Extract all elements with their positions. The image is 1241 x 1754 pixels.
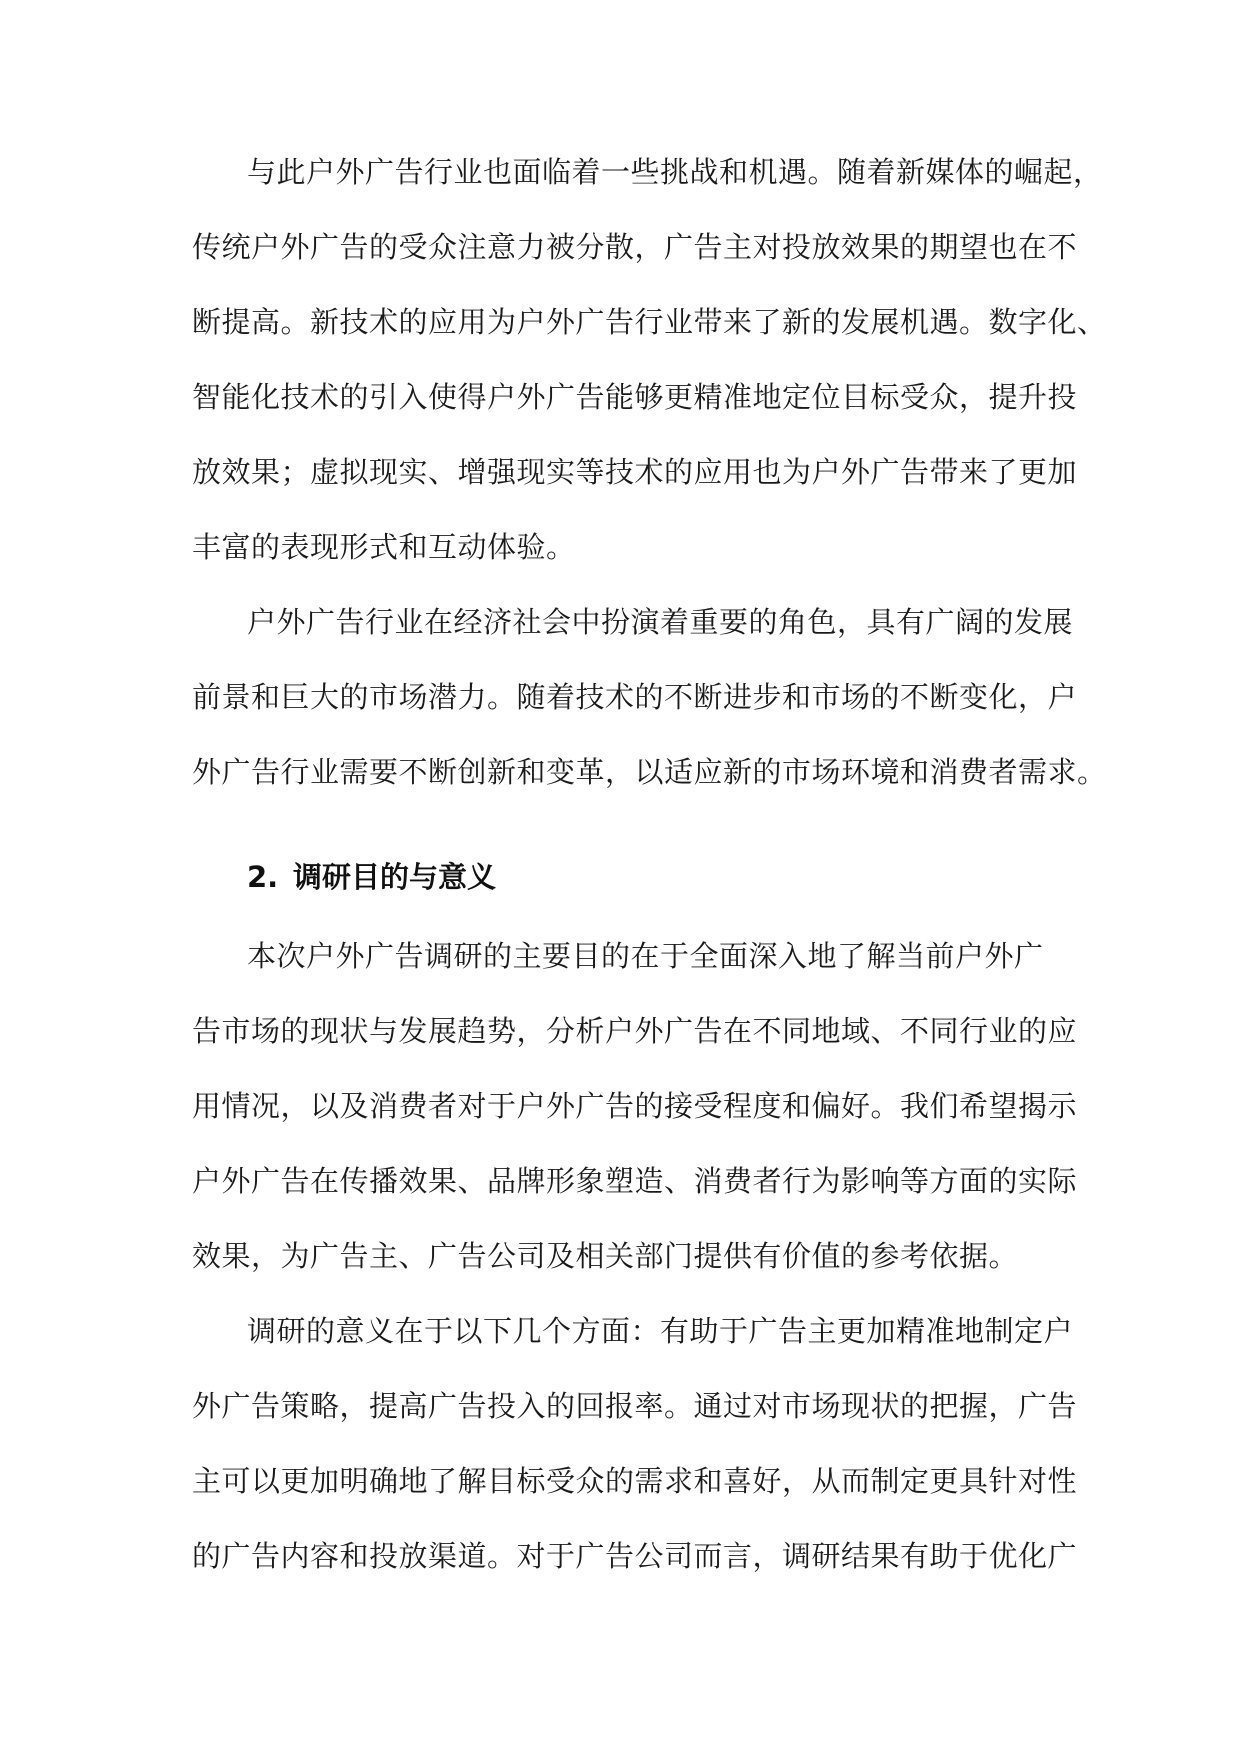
paragraph-line: 的广告内容和投放渠道。对于广告公司而言，调研结果有助于优化广 — [192, 1539, 1078, 1573]
paragraph-line: 智能化技术的引入使得户外广告能够更精准地定位目标受众，提升投 — [192, 380, 1078, 414]
paragraph-line: 前景和巨大的市场潜力。随着技术的不断进步和市场的不断变化，户 — [192, 680, 1078, 714]
paragraph-line: 用情况，以及消费者对于户外广告的接受程度和偏好。我们希望揭示 — [192, 1089, 1078, 1123]
paragraph-line: 断提高。新技术的应用为户外广告行业带来了新的发展机遇。数字化、 — [192, 305, 1107, 339]
paragraph-line: 调研的意义在于以下几个方面：有助于广告主更加精准地制定户 — [247, 1314, 1074, 1348]
paragraph-line: 放效果；虚拟现实、增强现实等技术的应用也为户外广告带来了更加 — [192, 455, 1078, 489]
paragraph-line: 传统户外广告的受众注意力被分散，广告主对投放效果的期望也在不 — [192, 230, 1078, 264]
paragraph-line: 户外广告行业在经济社会中扮演着重要的角色，具有广阔的发展 — [247, 605, 1074, 639]
section-title: 调研目的与意义 — [293, 860, 497, 894]
paragraph-line: 户外广告在传播效果、品牌形象塑造、消费者行为影响等方面的实际 — [192, 1164, 1078, 1198]
paragraph-line: 主可以更加明确地了解目标受众的需求和喜好，从而制定更具针对性 — [192, 1464, 1078, 1498]
section-number: 2. — [247, 860, 279, 894]
paragraph-line: 外广告策略，提高广告投入的回报率。通过对市场现状的把握，广告 — [192, 1389, 1078, 1423]
paragraph-line: 与此户外广告行业也面临着一些挑战和机遇。随着新媒体的崛起， — [247, 155, 1103, 189]
section-heading — [247, 857, 496, 897]
paragraph-line: 告市场的现状与发展趋势，分析户外广告在不同地域、不同行业的应 — [192, 1014, 1078, 1048]
paragraph-line: 效果，为广告主、广告公司及相关部门提供有价值的参考依据。 — [192, 1239, 1019, 1273]
paragraph-line: 丰富的表现形式和互动体验。 — [192, 530, 576, 564]
paragraph-line: 本次户外广告调研的主要目的在于全面深入地了解当前户外广 — [247, 939, 1044, 973]
paragraph-line: 外广告行业需要不断创新和变革，以适应新的市场环境和消费者需求。 — [192, 755, 1107, 789]
